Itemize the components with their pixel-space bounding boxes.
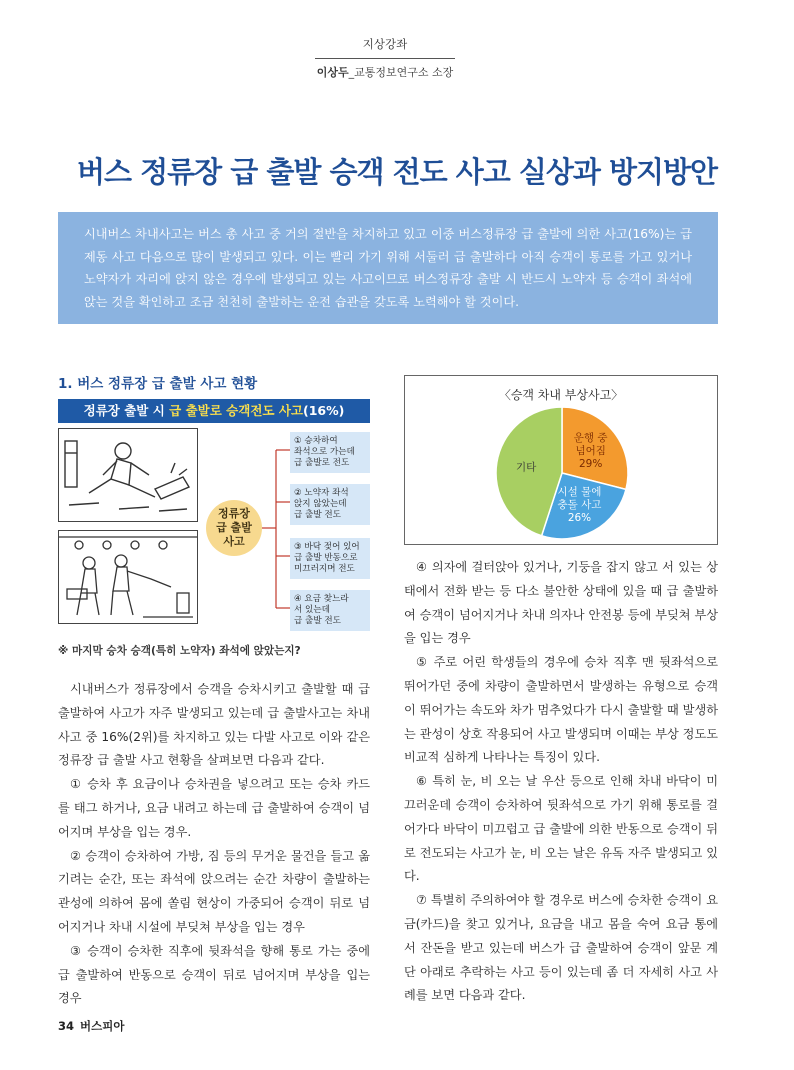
- body-right-column: [404, 556, 718, 1008]
- case-item-7: ⑦ 특별히 주의하여야 할 경우로 버스에 승차한 승객이 요금(카드)을 찾고 있거나, 요금을 내고 몸을 숙여 요금 통에서 잔돈을 받고 있는데 버스가 급 출발하여 승객이 앞문 계단 아래로 추락하는 사고 등이 있는데 좀 더 자세히 사고 사례를 보면 다음과 같다.: [404, 893, 718, 1003]
- figure-title-highlight: 급 출발로 승객전도 사고: [169, 403, 303, 418]
- author-title: _교통정보연구소 소장: [348, 66, 454, 79]
- illustration: [58, 428, 198, 624]
- figure-title-post: (16%): [302, 403, 345, 418]
- falling-passenger-drawing: [59, 429, 197, 521]
- page-number: 34: [58, 1019, 75, 1033]
- cause-item-3: [290, 538, 370, 579]
- section-header: [300, 36, 470, 80]
- hub-line-3: 사고: [223, 535, 245, 548]
- figure-title-bar: [58, 399, 370, 423]
- cause-hub: [206, 500, 262, 556]
- cause-3-line-2: 급 출발 반동으로: [294, 553, 358, 563]
- case-item-5: ⑤ 주로 어린 학생들의 경우에 승차 직후 맨 뒷좌석으로 뛰어가던 중에 차량이 출발하면서 발생하는 유형으로 승객이 뛰어가는 속도와 차가 멈추었다가 다시 출발할 때 발생하는 관성이 상호 작용되어 사고 발생되며 이때는 부상 정도도 비교적 심하게 나타나는 특징이 있다.: [404, 655, 718, 765]
- cause-2-line-2: 앉지 않았는데: [294, 499, 347, 509]
- pie-slice-2-label-1: 시설 물에: [557, 485, 602, 498]
- pie-chart-frame: [404, 375, 718, 545]
- figure-caption: ※ 마지막 승차 승객(특히 노약자) 좌석에 앉았는지?: [58, 645, 301, 657]
- case-item-3: ③ 승객이 승차한 직후에 뒷좌석을 향해 통로 가는 중에 급 출발하여 반동으로 승객이 뒤로 넘어지며 부상을 입는 경우: [58, 943, 370, 1006]
- pie-slice-3-label-1: 기타: [515, 461, 537, 474]
- page-footer: [58, 1018, 124, 1034]
- cause-connector-lines: [262, 446, 292, 626]
- pie-slice-2-label-3: 26%: [567, 511, 592, 524]
- case-item-1: ① 승차 후 요금이나 승차권을 넣으려고 또는 승차 카드를 태그 하거나, 요금 내려고 하는데 급 출발하여 승객이 넘어지며 부상을 입는 경우.: [58, 777, 370, 839]
- body-left-column: [58, 678, 370, 1011]
- header-divider: [315, 58, 455, 59]
- pie-chart: [405, 376, 717, 544]
- cause-3-line-1: ③ 바닥 젖어 있어: [294, 542, 360, 552]
- case-item-2: ② 승객이 승차하여 가방, 짐 등의 무거운 물건을 들고 옮기려는 순간, 또는 좌석에 앉으려는 순간 차량이 출발하는 관성에 의하여 몸에 쏠림 현상이 가중되어 승객이 뒤로 넘어지거나 차내 시설에 부딪쳐 부상을 입는 경우: [58, 848, 370, 934]
- cause-item-4: [290, 590, 370, 631]
- cause-2-line-3: 급 출발 전도: [294, 510, 341, 520]
- pie-slice-1-label-2: 넘어짐: [575, 444, 606, 457]
- pie-slice-2-label-2: 충돌 사고: [557, 498, 602, 511]
- author-line: [300, 64, 470, 80]
- hub-line-2: 급 출발: [216, 521, 252, 534]
- summary-box: 시내버스 차내사고는 버스 총 사고 중 거의 절반을 차지하고 있고 이중 버스정류장 급 출발에 의한 사고(16%)는 급제동 사고 다음으로 많이 발생되고 있다. 이는 빨리 가기 위해 서둘러 급 출발하다 아직 승객이 통로를 가고 있거나 노약자가 자리에 앉지 않은 경우에 발생되고 있는 사고이므로 버스정류장 출발 시 반드시 노약자 등 승객이 좌석에 앉는 것을 확인하고 조금 천천히 출발하는 운전 습관을 갖도록 노력해야 할 것이다.: [58, 212, 718, 324]
- section-label: 지상강좌: [362, 37, 408, 51]
- illustration-fall-panel: [58, 428, 198, 522]
- standing-passenger-drawing: [59, 531, 197, 623]
- cause-4-line-2: 서 있는데: [294, 605, 330, 615]
- pie-slice-1-label-3: 29%: [579, 457, 603, 470]
- case-item-6: ⑥ 특히 눈, 비 오는 날 우산 등으로 인해 차내 바닥이 미끄러운데 승객이 승차하여 뒷좌석으로 가기 위해 통로를 걸어가다 바닥이 미끄럽고 급 출발에 의한 반동으로 승객이 뒤로 전도되는 사고가 눈, 비 오는 날은 유독 자주 발생되고 있다.: [404, 774, 718, 884]
- cause-item-1: [290, 432, 370, 473]
- author-name: 이상두: [316, 66, 349, 79]
- chart-title: 〈승객 차내 부상사고〉: [498, 388, 624, 402]
- cause-1-line-2: 좌석으로 가는데: [294, 447, 355, 457]
- figure-title-pre: 정류장 출발 시: [83, 403, 170, 418]
- illustration-standing-panel: [58, 530, 198, 624]
- magazine-name: 버스피아: [80, 1019, 125, 1033]
- cause-3-line-3: 미끄러지며 전도: [294, 564, 355, 574]
- pie-slice-1-label-1: 운행 중: [573, 431, 608, 444]
- cause-1-line-3: 급 출발로 전도: [294, 458, 350, 468]
- intro-paragraph: 시내버스가 정류장에서 승객을 승차시키고 출발할 때 급출발하여 사고가 자주 발생되고 있는데 급 출발사고는 차내사고 중 16%(2위)를 차지하고 있는 다발 사고로 이와 같은 정류장 급 출발 사고 현황을 살펴보면 다음과 같다.: [58, 682, 370, 768]
- hub-line-1: 정류장: [218, 507, 250, 520]
- cause-item-2: [290, 484, 370, 525]
- cause-1-line-1: ① 승차하여: [294, 436, 338, 446]
- cause-4-line-3: 급 출발 전도: [294, 616, 341, 626]
- article-title: 버스 정류장 급 출발 승객 전도 사고 실상과 방지방안: [76, 155, 718, 189]
- cause-2-line-1: ② 노약자 좌석: [294, 488, 349, 498]
- cause-4-line-1: ④ 요금 찾느라: [294, 594, 349, 604]
- case-item-4: ④ 의자에 걸터앉아 있거나, 기둥을 잡지 않고 서 있는 상태에서 전화 받는 등 다소 불안한 상태에 있을 때 급 출발하여 승객이 넘어지거나 차내 의자나 안전봉 등에 부딪쳐 부상을 입는 경우: [404, 560, 718, 646]
- section-heading: 1. 버스 정류장 급 출발 사고 현황: [58, 376, 258, 392]
